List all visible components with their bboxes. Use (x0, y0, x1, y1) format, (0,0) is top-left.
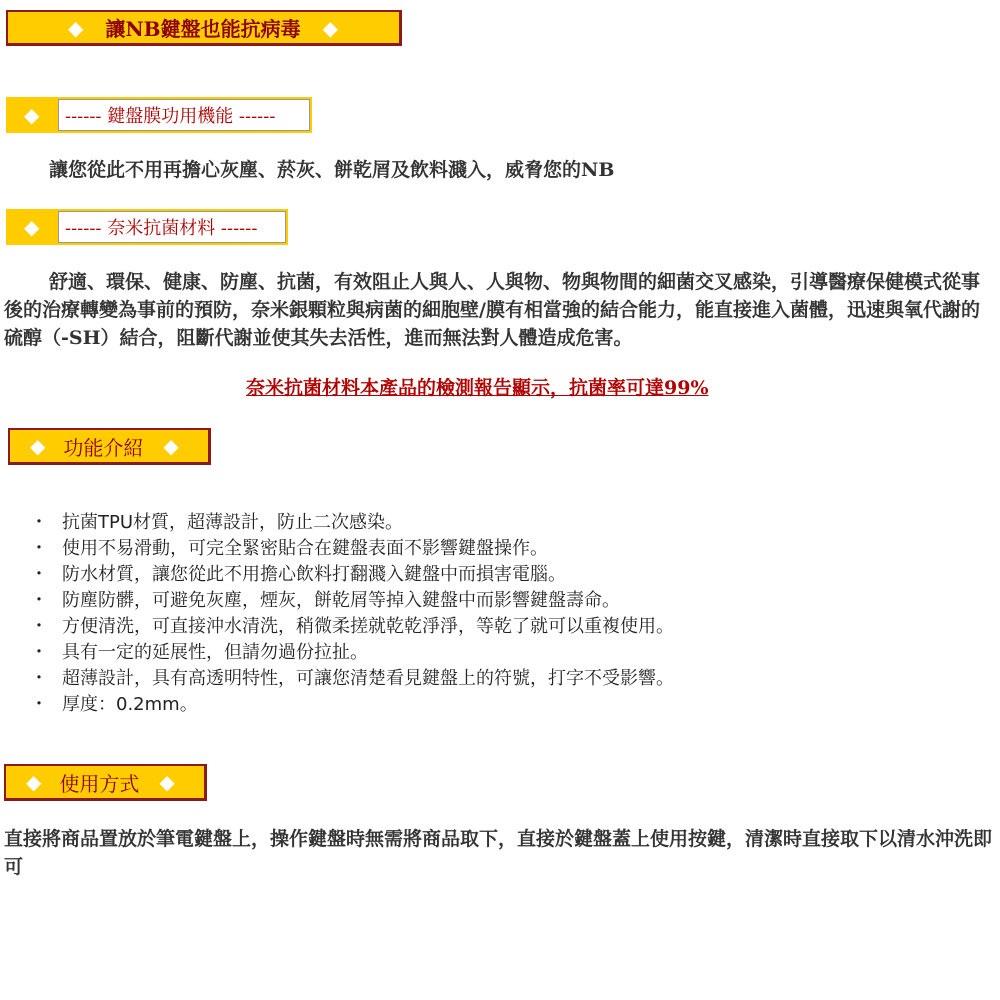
feature-text: 抗菌TPU材質，超薄設計，防止二次感染。 (62, 512, 404, 533)
feature-text: 厚度：0.2mm。 (62, 694, 198, 715)
bullet-icon: ・ (30, 538, 48, 559)
features-title: 功能介紹 (63, 435, 144, 460)
list-item (30, 536, 674, 562)
nano-material-title: ------ 奈米抗菌材料 ------ (65, 218, 258, 239)
usage-title: 使用方式 (59, 771, 140, 796)
list-item (30, 588, 674, 614)
diamond-icon: ◆ (163, 434, 179, 458)
list-item (30, 510, 674, 536)
keyboard-film-title: ------ 鍵盤膜功用機能 ------ (65, 106, 276, 127)
bullet-icon: ・ (30, 668, 48, 689)
feature-text: 防塵防髒，可避免灰塵，煙灰，餅乾屑等掉入鍵盤中而影響鍵盤壽命。 (62, 590, 620, 611)
bullet-icon: ・ (30, 590, 48, 611)
list-item (30, 692, 674, 718)
keyboard-film-header (6, 97, 312, 133)
page-title-banner (6, 10, 402, 46)
features-header (8, 428, 211, 465)
feature-text: 方便清洗，可直接沖水清洗，稍微柔搓就乾乾淨淨，等乾了就可以重複使用。 (62, 616, 674, 637)
diamond-icon: ◆ (159, 770, 175, 794)
diamond-icon: ◆ (68, 15, 84, 40)
diamond-icon: ◆ (26, 770, 42, 794)
nano-material-text: 舒適、環保、健康、防塵、抗菌，有效阻止人與人、人與物、物與物間的細菌交叉感染，引導醫療保健模式從事後的治療轉變為事前的預防，奈米銀顆粒與病菌的細胞壁/膜有相當強的結合能力，能直接進入菌體，迅速與氧代謝的硫醇（-SH）結合，阻斷代謝並使其失去活性，進而無法對人體造成危害。 (4, 271, 981, 349)
diamond-icon: ◆ (24, 103, 40, 127)
bullet-icon: ・ (30, 616, 48, 637)
list-item (30, 666, 674, 692)
nano-material-header (6, 209, 288, 245)
features-list (30, 510, 674, 718)
diamond-icon: ◆ (24, 215, 40, 239)
diamond-icon: ◆ (30, 434, 46, 458)
nano-material-title-box (58, 211, 286, 243)
feature-text: 具有一定的延展性，但請勿過份拉扯。 (62, 642, 368, 663)
bullet-icon: ・ (30, 642, 48, 663)
feature-text: 超薄設計，具有高透明特性，可讓您清楚看見鍵盤上的符號，打字不受影響。 (62, 668, 674, 689)
test-report-link[interactable]: 奈米抗菌材料本產品的檢測報告顯示，抗菌率可達99% (246, 377, 709, 399)
feature-text: 使用不易滑動，可完全緊密貼合在鍵盤表面不影響鍵盤操作。 (62, 538, 548, 559)
usage-text: 直接將商品置放於筆電鍵盤上，操作鍵盤時無需將商品取下，直接於鍵盤蓋上使用按鍵，清潔時直接取下以清水沖洗即可 (4, 828, 993, 878)
bullet-icon: ・ (30, 694, 48, 715)
usage-header (4, 764, 207, 801)
list-item (30, 614, 674, 640)
list-item (30, 640, 674, 666)
keyboard-film-title-box (58, 99, 310, 131)
feature-text: 防水材質，讓您從此不用擔心飲料打翻濺入鍵盤中而損害電腦。 (62, 564, 566, 585)
bullet-icon: ・ (30, 512, 48, 533)
diamond-icon: ◆ (322, 15, 338, 40)
list-item (30, 562, 674, 588)
keyboard-film-text: 讓您從此不用再擔心灰塵、菸灰、餅乾屑及飲料濺入，威脅您的NB (49, 159, 615, 181)
page-title: 讓NB鍵盤也能抗病毒 (105, 17, 301, 41)
bullet-icon: ・ (30, 564, 48, 585)
